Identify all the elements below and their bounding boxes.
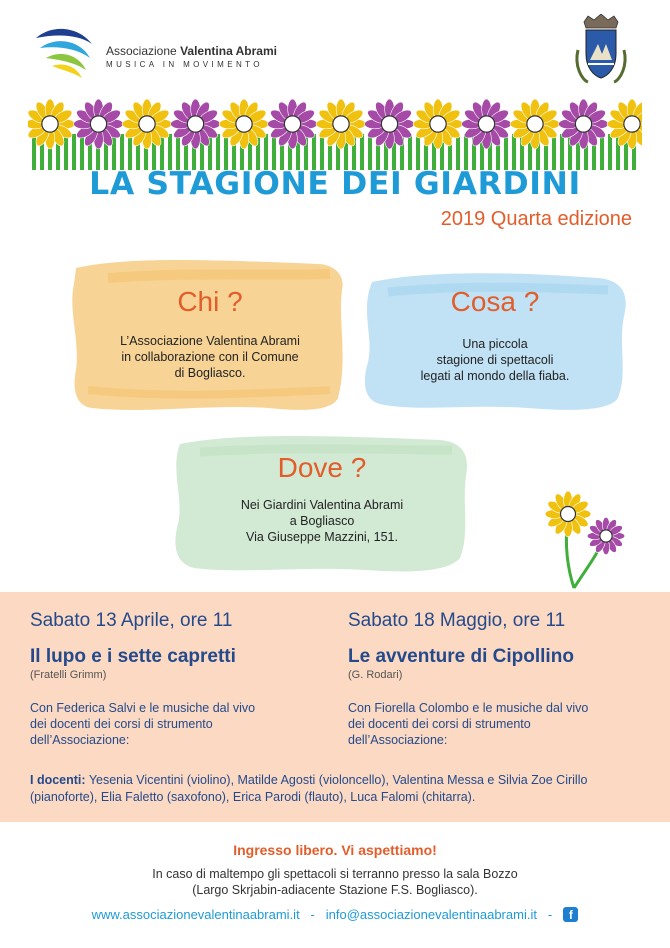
bad-weather-note: In caso di maltempo gli spettacoli si terranno presso la sala Bozzo (Largo Skrjabin-adiacente Stazione F.S. Bogliasco). <box>152 867 518 897</box>
dove-text: Nei Giardini Valentina Abrami a Bogliasco Via Giuseppe Mazzini, 151. <box>240 498 404 544</box>
flower-icon <box>413 99 463 149</box>
flower-garland <box>28 96 642 172</box>
event-1-description: Con Federica Salvi e le musiche dal vivo dei docenti dei corsi di strumento dell’Associazione: <box>30 701 256 747</box>
event-2-title: Le avventure di Cipollino <box>348 646 574 667</box>
contact-links <box>0 906 670 922</box>
separator: - <box>310 907 315 923</box>
event-1-author: (Fratelli Grimm) <box>30 669 107 681</box>
website-link[interactable]: www.associazionevalentinaabrami.it <box>91 907 300 923</box>
flower-decoration <box>528 490 638 590</box>
flower-icon <box>545 491 591 537</box>
cosa-text: Una piccola stagione di spettacoli legati al mondo della fiaba. <box>420 337 570 383</box>
town-crest-icon <box>572 14 630 86</box>
flower-icon <box>607 99 642 149</box>
association-tagline: MUSICA IN MOVIMENTO <box>106 60 263 69</box>
facebook-icon[interactable]: f <box>563 907 578 922</box>
event-2-date: Sabato 18 Maggio, ore 11 <box>348 610 566 631</box>
separator: - <box>547 907 553 923</box>
flower-icon <box>365 99 415 149</box>
association-name: Associazione Valentina Abrami <box>106 44 277 58</box>
event-2-author: (G. Rodari) <box>348 669 403 681</box>
edition-label: 2019 Quarta edizione <box>440 208 632 230</box>
flower-icon <box>462 99 512 149</box>
cosa-heading: Cosa ? <box>450 286 540 317</box>
event-1-date: Sabato 13 Aprile, ore 11 <box>30 610 233 631</box>
flower-icon <box>587 517 624 554</box>
event-2-description: Con Fiorella Colombo e le musiche dal vivo dei docenti dei corsi di strumento dell’Associazione: <box>348 701 589 747</box>
teachers-list: I docenti: Yesenia Vicentini (violino), Matilde Agosti (violoncello), Valentina Messa e Silvia Zoe Cirillo (pianoforte), Elia Faletto (saxofono), Erica Parodi (flauto), Luca Falomi (chitarra). <box>30 773 588 804</box>
season-title: LA STAGIONE DEI GIARDINI <box>89 166 581 202</box>
free-entry-notice: Ingresso libero. Vi aspettiamo! <box>233 842 437 858</box>
chi-heading: Chi ? <box>177 286 243 317</box>
chi-text: L’Associazione Valentina Abrami in collaborazione con il Comune di Bogliasco. <box>120 334 300 380</box>
association-logo-icon <box>34 24 94 80</box>
dove-heading: Dove ? <box>277 452 367 483</box>
event-1-title: Il lupo e i sette capretti <box>30 646 236 667</box>
email-link[interactable]: info@associazionevalentinaabrami.it <box>325 907 537 923</box>
